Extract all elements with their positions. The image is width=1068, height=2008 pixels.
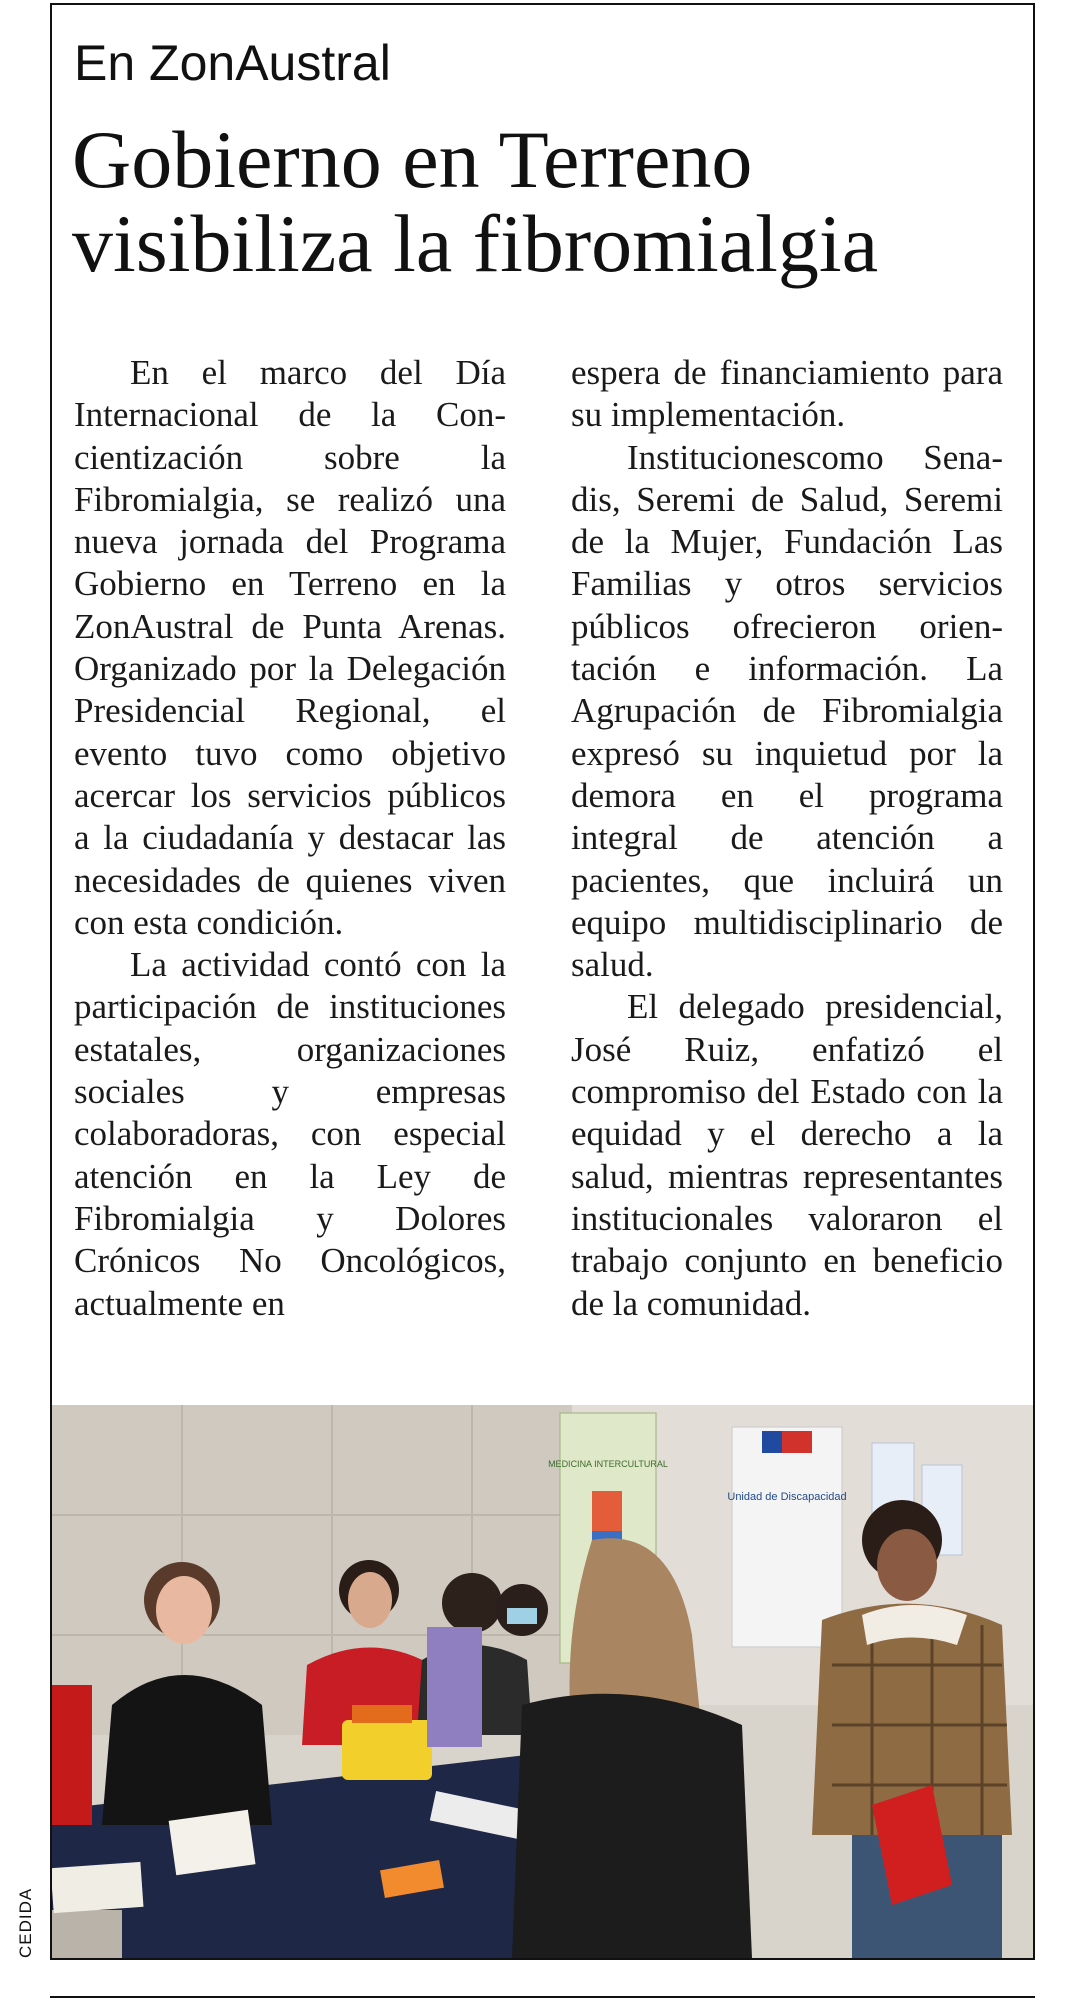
body-paragraph: Institucionescomo Senadis, Seremi de Salud, Seremi de la Mujer, Fundación Las Familias y otros servicios públicos ofrecieron orientación e información. La Agrupación de Fibromialgia expresó su inquietud por la demora en el programa integral de atención a pacientes, que incluirá un equipo multidisciplinario de salud. [571,437,1003,985]
bottom-rule [50,1996,1035,1998]
event-photo [52,1405,1033,1958]
section-title: En ZonAustral [74,35,391,91]
banner-discapacidad [727,1427,846,1647]
body-column-left [74,352,506,1325]
body-paragraph: El delegado presidencial, José Ruiz, enfatizó el compromiso del Estado con la equidad y el derecho a la salud, mientras representantes institucionales valoraron el trabajo conjunto en beneficio de la comunidad. [571,987,1003,1323]
headline: Gobierno en Terreno visibiliza la fibromialgia [72,114,879,289]
photo-credit: CEDIDA [16,1887,35,1958]
body-paragraph: En el marco del Día Internacional de la Concientización sobre la Fibromialgia, se realizó una nueva jornada del Programa Gobierno en Terreno en la ZonAustral de Punta Arenas. Organizado por la Delegación Presidencial Regional, el evento tuvo como objetivo acercar los servicios públicos a la ciudadanía y destacar las necesidades de quienes viven con esta condición. [74,353,506,942]
banner-discapacidad-text: Unidad de Discapacidad [727,1491,847,1503]
banner-intercultural-text: MEDICINA INTERCULTURAL [548,1459,668,1469]
body-column-right [571,352,1003,1325]
body-paragraph-continuation: espera de financiamiento para su implementación. [571,353,1003,435]
body-paragraph: La actividad contó con la participación de instituciones estatales, organizaciones sociales y empresas colaboradoras, con especial atención en la Ley de Fibromialgia y Dolores Crónicos No Oncológicos, actualmente en [74,945,506,1323]
